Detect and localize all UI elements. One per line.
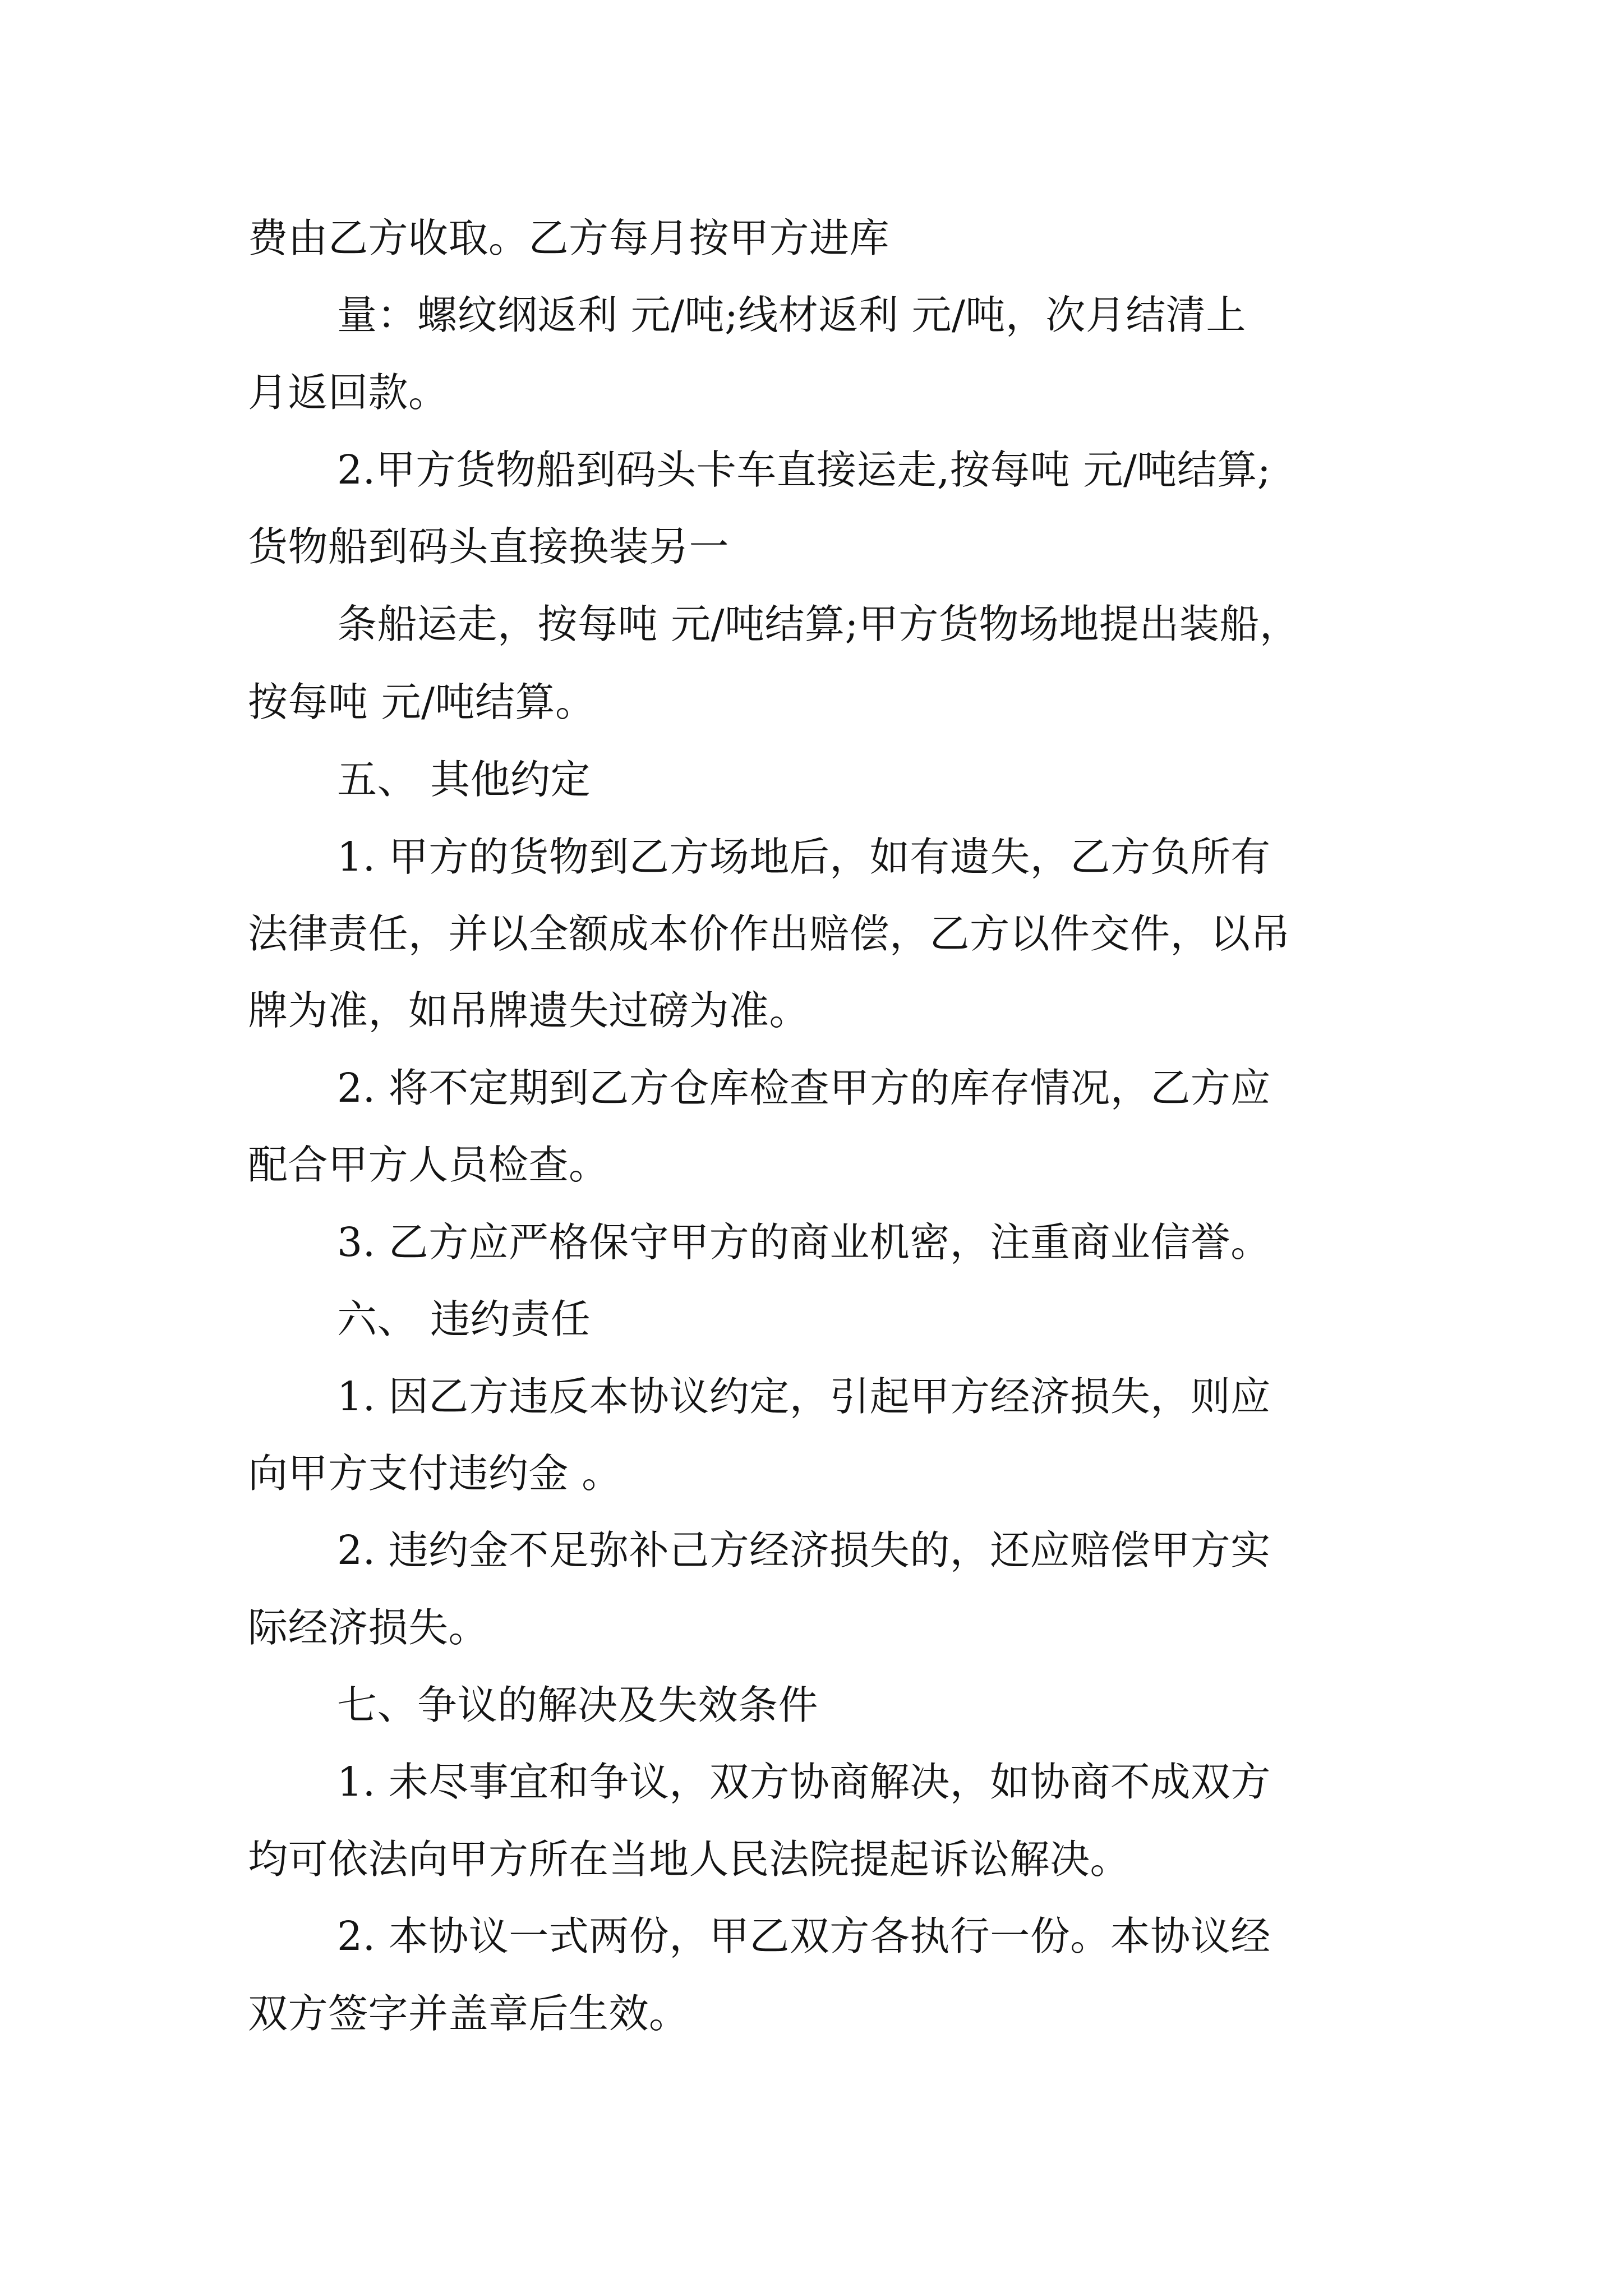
text-line: 费由乙方收取。乙方每月按甲方进库	[248, 215, 890, 261]
text-line: 向甲方支付违约金 。	[248, 1450, 622, 1497]
text-line: 按每吨 元/吨结算。	[248, 679, 596, 725]
text-line: 2.甲方货物船到码头卡车直接运走,按每吨 元/吨结算;	[337, 447, 1271, 493]
text-line: 法律责任，并以全额成本价作出赔偿，乙方以件交件，以吊	[248, 910, 1291, 957]
text-line: 2. 将不定期到乙方仓库检查甲方的库存情况，乙方应	[337, 1065, 1271, 1111]
text-line: 量：螺纹纲返利 元/吨;线材返利 元/吨，次月结清上	[337, 292, 1246, 338]
text-line: 均可依法向甲方所在当地人民法院提起诉讼解决。	[248, 1836, 1131, 1883]
section-heading: 六、 违约责任	[337, 1296, 591, 1342]
text-line: 条船运走，按每吨 元/吨结算;甲方货物场地提出装船，	[337, 601, 1300, 647]
text-line: 际经济损失。	[248, 1604, 489, 1651]
text-line: 双方签字并盖章后生效。	[248, 1990, 689, 2037]
text-line: 配合甲方人员检查。	[248, 1142, 609, 1188]
text-line: 牌为准，如吊牌遗失过磅为准。	[248, 987, 810, 1034]
text-line: 1. 甲方的货物到乙方场地后，如有遗失，乙方负所有	[337, 834, 1271, 880]
text-line: 货物船到码头直接换装另一	[248, 523, 730, 570]
text-line: 月返回款。	[248, 369, 449, 416]
section-heading: 五、 其他约定	[337, 756, 591, 803]
text-line: 3. 乙方应严格保守甲方的商业机密，注重商业信誉。	[337, 1219, 1271, 1266]
text-line: 1. 因乙方违反本协议约定，引起甲方经济损失，则应	[337, 1373, 1271, 1420]
text-line: 2. 违约金不足弥补己方经济损失的，还应赔偿甲方实	[337, 1527, 1271, 1573]
section-heading: 七、争议的解决及失效条件	[337, 1682, 819, 1728]
text-line: 1. 未尽事宜和争议，双方协商解决，如协商不成双方	[337, 1759, 1271, 1805]
text-line: 2. 本协议一式两份，甲乙双方各执行一份。本协议经	[337, 1913, 1271, 1959]
